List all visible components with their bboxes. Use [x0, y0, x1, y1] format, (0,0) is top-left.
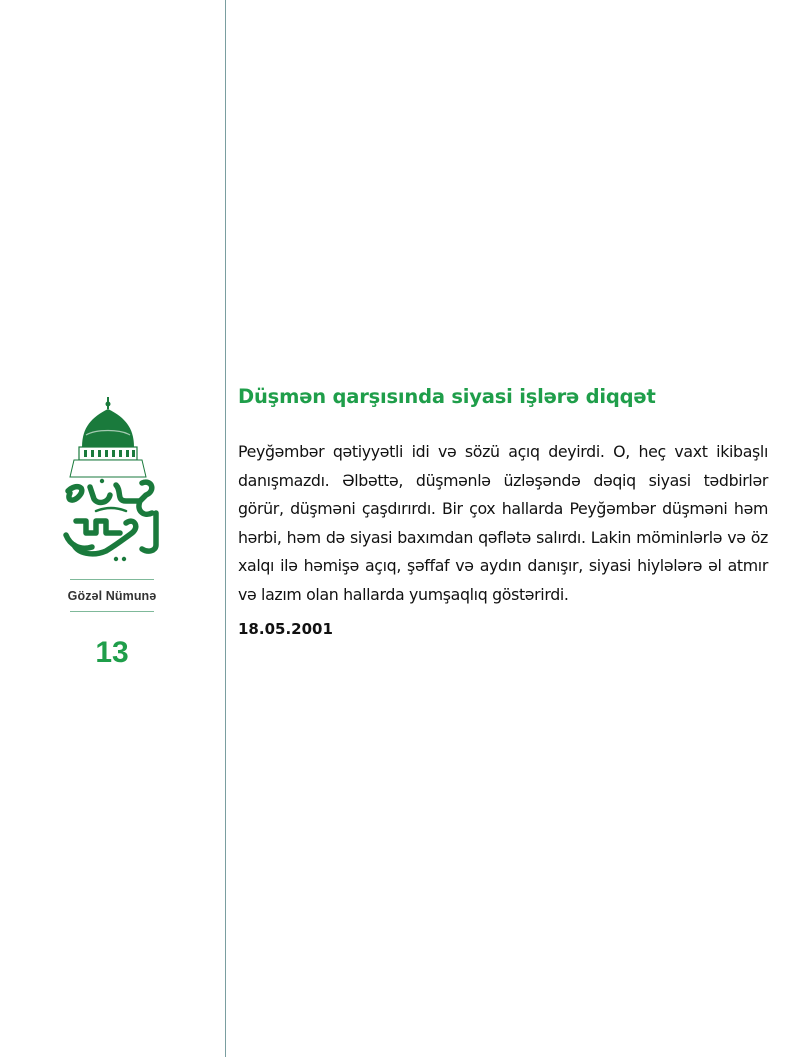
mosque-dome-logo-icon	[56, 395, 168, 573]
article-date: 18.05.2001	[238, 619, 333, 638]
article-body: Peyğəmbər qətiyyətli idi və sözü açıq deyirdi. O, heç vaxt ikibaşlı danışmazdı. Əlbəttə, düşmənlə üzləşəndə dəqiq siyasi tədbirlər görür, düşməni çaşdırırdı. Bir çox hallarda Peyğəmbər düşməni həm hərbi, həm də siyasi baxımdan qəflətə salırdı. Lakin möminlərlə və öz xalqı ilə həmişə açıq, şəffaf və aydın danışır, siyasi hiylələrə əl atmır və lazım olan hallarda yumşaqlıq göstərirdi.	[238, 442, 768, 604]
page-divider-line	[225, 0, 226, 1057]
page-number: 13	[95, 636, 129, 669]
logo-top-rule	[70, 579, 154, 580]
brand-name: Gözəl Nümunə	[67, 589, 157, 603]
article-title: Düşmən qarşısında siyasi işlərə diqqət	[238, 385, 656, 408]
logo-bottom-rule	[70, 611, 154, 612]
article	[238, 385, 768, 638]
sidebar-logo-block	[56, 395, 168, 612]
